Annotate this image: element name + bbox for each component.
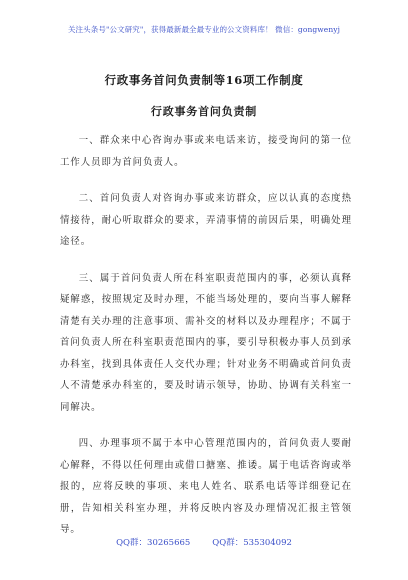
qq-group-1: QQ群：30265665 (116, 538, 191, 548)
section-title: 行政事务首问负责制 (150, 105, 258, 118)
paragraph-4: 四、办理事项不属于本中心管理范围内的，首问负责人要耐心解释，不得以任何理由或借口搪塞、推诿。属于电话咨询或举报的，应将反映的事项、来电人姓名、联系电话等详细登记在册，告知相关科室办理，并将反映内容及办理情况汇报主管领导。 (60, 438, 352, 535)
footer-contact (0, 536, 408, 548)
document-title: 行政事务首问负责制等16项工作制度 (104, 73, 304, 87)
paragraph-3: 三、属于首问负责人所在科室职责范围内的事，必须认真释疑解惑，按照规定及时办理，不能当场处理的，要向当事人解释清楚有关办理的注意事项、需补交的材料以及办理程序；不属于首问负责人所在科室职责范围内的事，要引导积极办事人员到承办科室，找到具体责任人交代办理；针对业务不明确或首问负责人不清楚承办科室的，要及时请示领导，协助、协调有关科室一同解决。 (60, 272, 352, 413)
paragraph-2: 二、首问负责人对咨询办事或来访群众，应以认真的态度热情接待，耐心听取群众的要求，弄清事情的前因后果，明确处理途径。 (60, 193, 352, 247)
document-body (60, 130, 352, 556)
qq-group-2: QQ群：535304092 (212, 538, 292, 548)
promo-banner: 关注头条号"公文研究"，获得最新最全最专业的公文资料库！ 微信：gongwenyj (67, 25, 341, 34)
paragraph-1: 一、群众来中心咨询办事或来电话来访，接受询问的第一位工作人员即为首问负责人。 (60, 135, 352, 168)
